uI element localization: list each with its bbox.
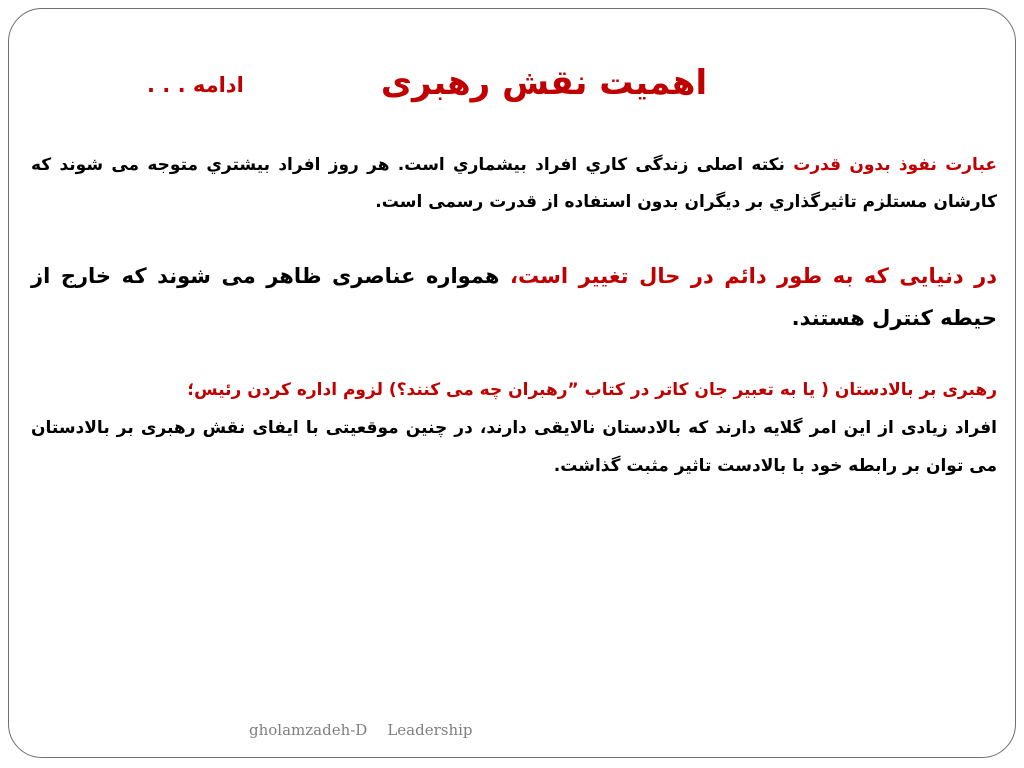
footer-topic: Leadership: [387, 721, 473, 739]
paragraph-4-text: افراد زیادی از این امر گلایه دارند که بالادستان نالایقی دارند، در چنین موقعیتی با ایفای نقش رهبری بر بالادستان می توان بر رابطه خود با بالادست تاثیر مثبت گذاشت.: [31, 418, 997, 476]
paragraph-2-text: همواره عناصری ظاهر می شوند که خارج از حیطه کنترل هستند.: [31, 264, 997, 330]
paragraph-3: [31, 371, 997, 409]
paragraph-4: [31, 409, 997, 485]
paragraph-3-highlight: رهبری بر بالادستان ( یا به تعبیر جان کاتر در کتاب ”رهبران چه می کنند؟) لزوم اداره کردن رئیس؛: [187, 380, 997, 400]
paragraph-1: [31, 147, 997, 221]
paragraph-1-highlight: عبارت نفوذ بدون قدرت: [793, 155, 997, 175]
title-row: [9, 57, 1015, 117]
paragraph-2: [31, 255, 997, 339]
slide-title: اهمیت نقش رهبری: [380, 63, 708, 103]
slide-body: [31, 147, 997, 485]
paragraph-1-text: نکته اصلی زندگی کاري افراد بيشماري است. هر روز افراد بيشتري متوجه می شوند که کارشان مستلزم تاثيرگذاري بر ديگران بدون استفاده از قدرت رسمی است.: [31, 155, 997, 212]
paragraph-2-highlight: در دنیایی که به طور دائم در حال تغییر است،: [510, 264, 998, 288]
slide: [8, 8, 1016, 758]
title-continuation: ادامه . . .: [147, 73, 244, 97]
slide-footer: [249, 721, 549, 739]
footer-author: gholamzadeh-D: [249, 721, 368, 739]
